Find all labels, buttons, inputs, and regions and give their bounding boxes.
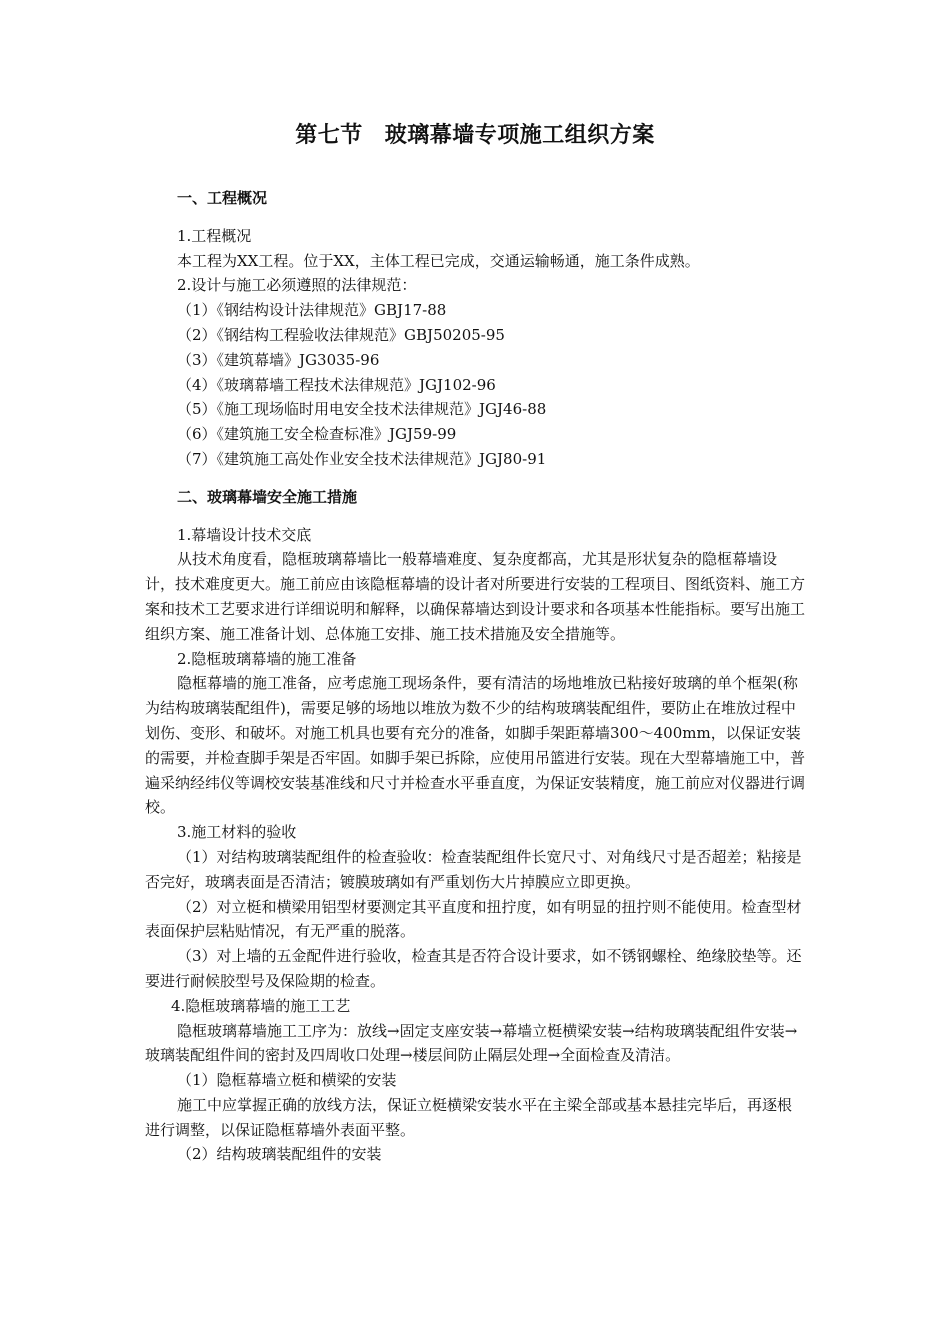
regulation-item: （5）《施工现场临时用电安全技术法律规范》JGJ46-88 [177, 400, 547, 419]
section-heading-overview: 一、工程概况 [177, 189, 268, 207]
paragraph: 从技术角度看，隐框玻璃幕墙比一般幕墙难度、复杂度都高，尤其是形状复杂的隐框幕墙设计，技术难度更大。施工前应由该隐框幕墙的设计者对所要进行安装的工程项目、图纸资料、施工方案和技术工艺要求进行详细说明和解释，以确保幕墙达到设计要求和各项基本性能指标。要写出施工组织方案、施工准备计划、总体施工安排、施工技术措施及安全措施等。 [145, 550, 806, 643]
title-text: 玻璃幕墙专项施工组织方案 [384, 123, 655, 148]
subheading: 1.幕墙设计技术交底 [177, 525, 312, 544]
overview-line: 2.设计与施工必须遵照的法律规范： [177, 276, 417, 295]
paragraph: （3）对上墙的五金配件进行验收，检查其是否符合设计要求，如不锈钢螺栓、绝缘胶垫等。还要进行耐候胶型号及保险期的检查。 [145, 947, 802, 990]
overview-line: 本工程为XX工程。位于XX，主体工程已完成，交通运输畅通，施工条件成熟。 [177, 251, 700, 270]
section-safety-body [145, 523, 805, 1168]
paragraph: （1）对结构玻璃装配组件的检查验收：检查装配组件长宽尺寸、对角线尺寸是否超差；粘接是否完好，玻璃表面是否清洁；镀膜玻璃如有严重划伤大片掉膜应立即更换。 [145, 847, 802, 891]
paragraph: 隐框玻璃幕墙施工工序为：放线→固定支座安装→幕墙立梃横梁安装→结构玻璃装配组件安装→玻璃装配组件间的密封及四周收口处理→楼层间防止隔层处理→全面检查及清洁。 [145, 1021, 798, 1065]
regulation-item: （4）《玻璃幕墙工程技术法律规范》JGJ102-96 [177, 375, 496, 394]
subheading: 2.隐框玻璃幕墙的施工准备 [177, 649, 357, 668]
subheading: 4.隐框玻璃幕墙的施工工艺 [171, 996, 351, 1015]
paragraph: 隐框幕墙的施工准备，应考虑施工现场条件，要有清洁的场地堆放已粘接好玻璃的单个框架(称为结构玻璃装配组件)，需要足够的场地以堆放为数不少的结构玻璃装配组件，要防止在堆放过程中划伤、变形、和破坏。对施工机具也要有充分的准备，如脚手架距幕墙300～400mm，以保证安装的需要，并检查脚手架是否牢固。如脚手架已拆除，应使用吊篮进行安装。现在大型幕墙施工中，普遍采纳经纬仪等调校安装基准线和尺寸并检查水平垂直度，为保证安装精度，施工前应对仪器进行调校。 [145, 674, 806, 817]
subheading: 3.施工材料的验收 [177, 823, 297, 842]
paragraph: 施工中应掌握正确的放线方法，保证立梃横梁安装水平在主梁全部或基本悬挂完毕后，再逐根进行调整，以保证隐框幕墙外表面平整。 [145, 1095, 793, 1139]
document-body [145, 186, 805, 1167]
section-heading-safety: 二、玻璃幕墙安全施工措施 [177, 487, 358, 506]
paragraph: （2）对立梃和横梁用铝型材要测定其平直度和扭拧度，如有明显的扭拧则不能使用。检查型材表面保护层粘贴情况，有无严重的脱落。 [145, 897, 802, 941]
page-title [0, 118, 950, 149]
regulation-item: （1）《钢结构设计法律规范》GBJ17-88 [177, 301, 447, 320]
regulation-item: （6）《建筑施工安全检查标准》JGJ59-99 [177, 425, 457, 444]
subheading: （2）结构玻璃装配组件的安装 [177, 1145, 382, 1164]
subheading: （1）隐框幕墙立梃和横梁的安装 [177, 1071, 397, 1090]
regulation-item: （2）《钢结构工程验收法律规范》GBJ50205-95 [177, 325, 505, 344]
regulation-item: （3）《建筑幕墙》JG3035-96 [177, 350, 380, 369]
section-overview-body [145, 224, 805, 472]
regulation-item: （7）《建筑施工高处作业安全技术法律规范》JGJ80-91 [177, 449, 547, 468]
overview-line: 1.工程概况 [177, 226, 252, 245]
title-section-number: 第七节 [295, 123, 363, 148]
